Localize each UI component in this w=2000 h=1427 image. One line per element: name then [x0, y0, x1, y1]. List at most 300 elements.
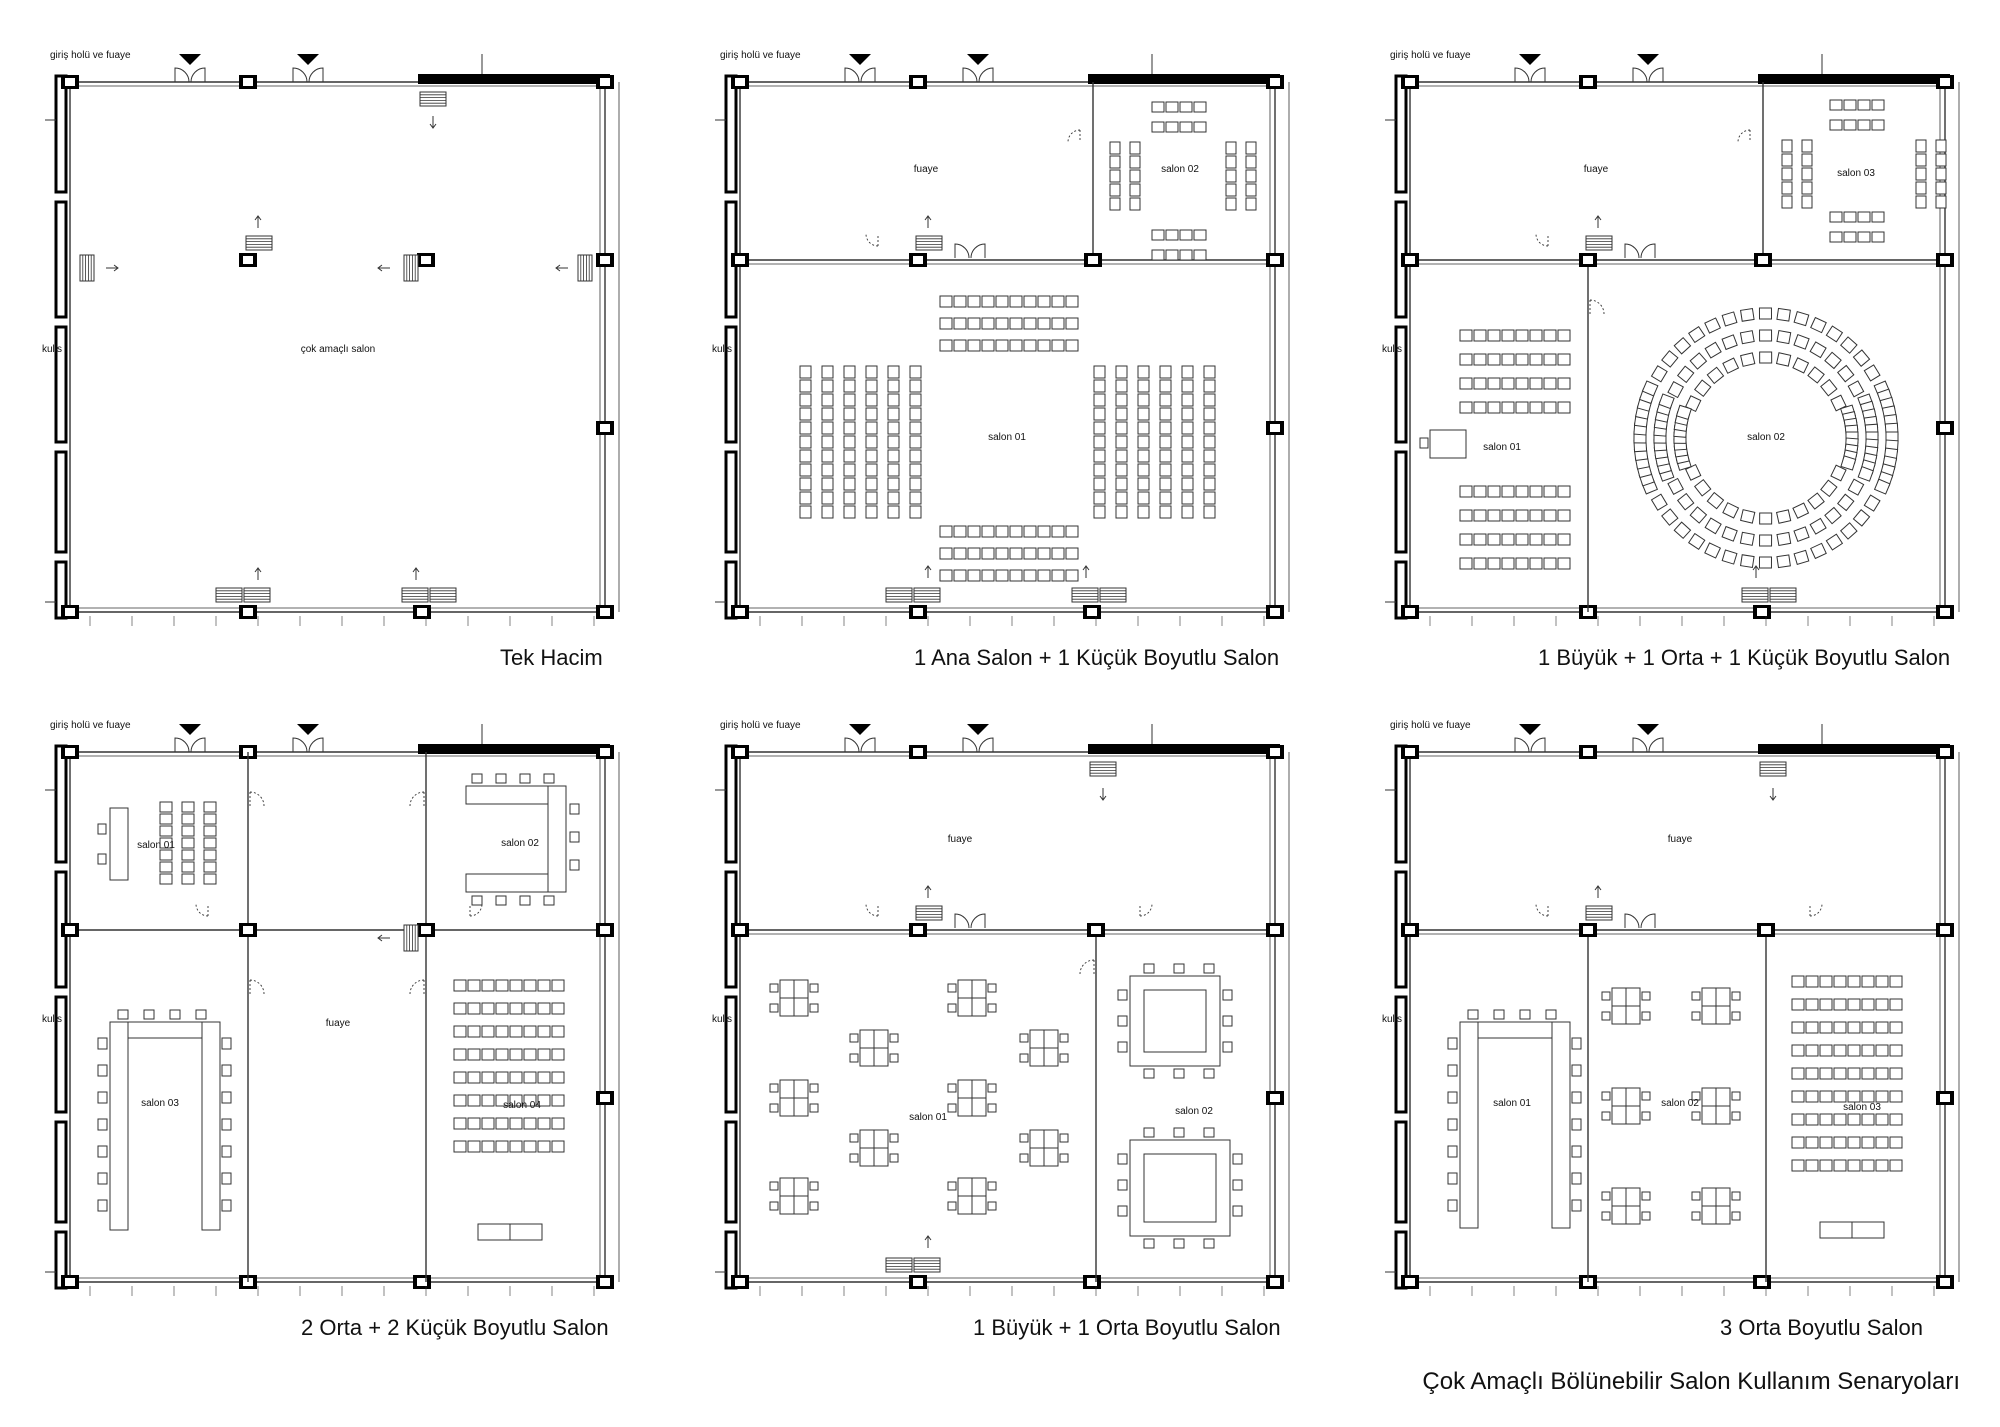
chair — [1544, 534, 1556, 545]
chair — [1782, 196, 1792, 208]
column-core — [600, 748, 610, 756]
table — [1044, 1030, 1058, 1048]
chair — [1572, 1200, 1581, 1211]
column-core — [421, 256, 431, 264]
seat-column — [1204, 366, 1215, 518]
chair — [1094, 478, 1105, 490]
chair — [822, 394, 833, 406]
chair — [1558, 354, 1570, 365]
chair — [1116, 422, 1127, 434]
table — [1626, 1088, 1640, 1106]
column-core — [735, 926, 745, 934]
chair — [1066, 526, 1078, 537]
chair — [810, 1202, 818, 1210]
chair — [1118, 1154, 1127, 1164]
chair — [1144, 964, 1154, 973]
chair — [182, 850, 194, 860]
table — [1716, 1106, 1730, 1124]
chair — [1890, 1114, 1902, 1125]
floor-plan-3 — [1382, 50, 1959, 626]
stair-outline — [80, 255, 94, 281]
chair — [468, 1026, 480, 1037]
chair — [940, 296, 952, 307]
chair — [160, 862, 172, 872]
chair — [1834, 1022, 1846, 1033]
seat-row — [940, 296, 1078, 307]
seat-column — [1182, 366, 1193, 518]
stair-outline — [916, 906, 942, 920]
seat-row — [1792, 976, 1902, 987]
chair — [1066, 296, 1078, 307]
chair — [1474, 534, 1486, 545]
column-core — [1270, 926, 1280, 934]
chair — [1194, 230, 1206, 240]
chair — [888, 450, 899, 462]
chair — [1862, 1114, 1874, 1125]
chair — [1777, 555, 1790, 568]
chair — [1516, 486, 1528, 497]
door-swing-icon — [196, 904, 208, 916]
chair — [1110, 156, 1120, 168]
chair — [1848, 1137, 1860, 1148]
u-table — [98, 1010, 231, 1230]
chair — [1858, 120, 1870, 130]
chair — [1876, 976, 1888, 987]
table-cluster — [850, 1130, 898, 1166]
chair — [182, 826, 194, 836]
chair — [1516, 558, 1528, 569]
chair — [454, 1118, 466, 1129]
chair — [1777, 308, 1790, 321]
chair — [1662, 509, 1678, 525]
chair — [1777, 353, 1791, 366]
entrance-label: giriş holü ve fuaye — [1390, 720, 1471, 731]
chair — [1152, 122, 1164, 132]
chair — [968, 570, 980, 581]
chair — [98, 824, 106, 834]
chair — [910, 366, 921, 378]
chair — [160, 814, 172, 824]
chair — [1474, 486, 1486, 497]
chair — [1024, 340, 1036, 351]
chair — [482, 1026, 494, 1037]
stair-icon — [916, 236, 942, 250]
room-label: salon 02 — [501, 838, 539, 849]
chair — [1602, 1192, 1610, 1200]
column-core — [600, 78, 610, 86]
chair — [910, 464, 921, 476]
seat-row — [1460, 330, 1570, 341]
direction-arrow-icon — [106, 265, 118, 271]
table — [958, 1196, 972, 1214]
chair — [1246, 170, 1256, 182]
chair — [1094, 506, 1105, 518]
table — [874, 1148, 888, 1166]
chair — [1233, 1206, 1242, 1216]
chair — [1460, 378, 1472, 389]
chair — [1024, 526, 1036, 537]
chair — [1066, 318, 1078, 329]
direction-arrow-icon — [430, 116, 436, 128]
chair — [1558, 558, 1570, 569]
chair — [822, 464, 833, 476]
chair — [1094, 436, 1105, 448]
chair — [1116, 478, 1127, 490]
chair — [800, 436, 811, 448]
chair — [1692, 1212, 1700, 1220]
chair — [1182, 394, 1193, 406]
table-void — [1144, 1154, 1216, 1222]
chair — [1782, 168, 1792, 180]
chair — [1689, 327, 1705, 343]
chair — [1020, 1134, 1028, 1142]
chair — [1110, 142, 1120, 154]
door-swing-icon — [1068, 130, 1080, 142]
chair — [800, 394, 811, 406]
chair — [1806, 1114, 1818, 1125]
direction-arrow-icon — [1595, 216, 1601, 228]
table — [1044, 1048, 1058, 1066]
table — [972, 1080, 986, 1098]
chair — [910, 394, 921, 406]
column-core — [913, 748, 923, 756]
chair — [1110, 198, 1120, 210]
chair — [1820, 1160, 1832, 1171]
chair — [1802, 168, 1812, 180]
chair — [160, 802, 172, 812]
chair — [510, 1026, 522, 1037]
backstage-wall — [1396, 1122, 1406, 1222]
chair — [1060, 1034, 1068, 1042]
chair — [204, 802, 216, 812]
chair — [1474, 378, 1486, 389]
chair — [1732, 1112, 1740, 1120]
chair — [204, 814, 216, 824]
chair — [1226, 184, 1236, 196]
table — [1030, 1148, 1044, 1166]
floor-plan-4 — [42, 720, 619, 1296]
double-door-icon — [175, 738, 205, 752]
chair — [1160, 506, 1171, 518]
chair — [800, 506, 811, 518]
chair — [1723, 358, 1739, 373]
chair — [1759, 308, 1771, 319]
entrance-marker-icon — [297, 724, 319, 735]
chair — [800, 366, 811, 378]
chair — [1138, 408, 1149, 420]
table-cluster — [1602, 988, 1650, 1024]
chair — [1204, 408, 1215, 420]
floor-plan-6 — [1382, 720, 1959, 1296]
door-swing-icon — [250, 980, 264, 994]
room-label: fuaye — [1667, 834, 1693, 845]
room-label: salon 02 — [1161, 164, 1199, 175]
chair — [1160, 436, 1171, 448]
chair — [1488, 330, 1500, 341]
stair-outline — [578, 255, 592, 281]
backstage-wall — [56, 1122, 66, 1222]
table — [1716, 1188, 1730, 1206]
chair — [1544, 402, 1556, 413]
stair-outline — [1586, 906, 1612, 920]
chair — [1848, 999, 1860, 1010]
seat-column — [1572, 1038, 1581, 1211]
backstage-wall — [726, 452, 736, 552]
column-core — [417, 608, 427, 616]
chair — [1792, 1068, 1804, 1079]
chair — [1876, 1091, 1888, 1102]
chair — [1820, 976, 1832, 987]
chair — [1793, 358, 1809, 373]
scenario-caption-4: 2 Orta + 2 Küçük Boyutlu Salon — [301, 1315, 609, 1340]
direction-arrow-icon — [925, 566, 931, 578]
chair — [1834, 1091, 1846, 1102]
table — [510, 1224, 542, 1240]
chair — [1723, 503, 1739, 518]
chair — [1038, 526, 1050, 537]
chair — [770, 1084, 778, 1092]
door-leaf — [309, 68, 323, 82]
door-leaf — [963, 738, 977, 752]
chair — [1848, 1091, 1860, 1102]
chair — [182, 874, 194, 884]
column-core — [913, 78, 923, 86]
chair — [1890, 1045, 1902, 1056]
entrance-label: giriş holü ve fuaye — [1390, 50, 1471, 61]
chair — [1160, 478, 1171, 490]
column-core — [1940, 424, 1950, 432]
chair — [1848, 1068, 1860, 1079]
table — [1702, 988, 1716, 1006]
chair — [1502, 534, 1514, 545]
stair-icon — [430, 588, 456, 602]
chair — [1544, 378, 1556, 389]
room-label: salon 03 — [1843, 1102, 1881, 1113]
chair — [1834, 999, 1846, 1010]
chair — [1668, 382, 1683, 398]
chair — [1144, 1069, 1154, 1078]
chair — [1862, 1137, 1874, 1148]
backstage-label: kulis — [712, 1014, 733, 1025]
chair — [1182, 492, 1193, 504]
chair — [1830, 120, 1842, 130]
chair — [1094, 422, 1105, 434]
lectern-table — [1430, 430, 1466, 458]
column-core — [1270, 78, 1280, 86]
door-leaf — [979, 68, 993, 82]
chair — [1862, 976, 1874, 987]
chair — [988, 1202, 996, 1210]
door-leaf — [293, 738, 307, 752]
column-core — [600, 1278, 610, 1286]
entrance-marker-icon — [179, 724, 201, 735]
table — [958, 1080, 972, 1098]
seat-row — [454, 1003, 564, 1014]
chair — [1180, 102, 1192, 112]
chair — [1094, 492, 1105, 504]
chair — [1825, 507, 1841, 523]
direction-arrow-icon — [1753, 566, 1759, 578]
door-leaf — [1625, 914, 1639, 928]
chair — [888, 422, 899, 434]
chair — [524, 1118, 536, 1129]
chair — [118, 1010, 128, 1019]
door-swing-icon — [866, 234, 878, 246]
chair — [1722, 335, 1737, 350]
table — [1716, 1006, 1730, 1024]
chair — [844, 422, 855, 434]
table-cluster — [770, 980, 818, 1016]
backstage-label: kulis — [712, 344, 733, 355]
double-door-icon — [293, 68, 323, 82]
chair — [1544, 558, 1556, 569]
seat-row — [1152, 250, 1206, 260]
chair — [1872, 212, 1884, 222]
backstage-label: kulis — [42, 1014, 63, 1025]
chair — [1194, 250, 1206, 260]
chair — [552, 1026, 564, 1037]
chair — [1864, 365, 1880, 381]
column-core — [65, 608, 75, 616]
chair — [954, 340, 966, 351]
door-leaf — [861, 68, 875, 82]
door-leaf — [845, 738, 859, 752]
chair — [482, 1141, 494, 1152]
chair — [1890, 1022, 1902, 1033]
chair — [1052, 548, 1064, 559]
door-leaf — [293, 68, 307, 82]
chair — [468, 1095, 480, 1106]
chair — [1810, 342, 1826, 358]
chair — [1474, 510, 1486, 521]
chair — [800, 464, 811, 476]
chair — [1848, 479, 1863, 495]
chair — [1180, 122, 1192, 132]
table-cluster — [770, 1080, 818, 1116]
chair — [1160, 408, 1171, 420]
chair — [1118, 1042, 1127, 1052]
table — [1612, 1106, 1626, 1124]
chair — [510, 1141, 522, 1152]
table — [794, 1080, 808, 1098]
chair — [810, 984, 818, 992]
direction-arrow-icon — [1083, 566, 1089, 578]
chair — [524, 980, 536, 991]
floor-plan-2 — [712, 50, 1289, 626]
seat-column — [204, 802, 216, 884]
chair — [1602, 1212, 1610, 1220]
chair — [1862, 1045, 1874, 1056]
chair — [1695, 380, 1711, 396]
chair — [1760, 330, 1772, 341]
table — [972, 980, 986, 998]
chair — [538, 1026, 550, 1037]
chair — [538, 1003, 550, 1014]
square-table — [1118, 1128, 1242, 1248]
chair — [1204, 964, 1214, 973]
door-leaf — [971, 244, 985, 258]
table — [478, 1224, 510, 1240]
chair — [1838, 494, 1854, 510]
column-core — [1761, 926, 1771, 934]
chair — [1692, 992, 1700, 1000]
column-core — [65, 78, 75, 86]
entrance-marker-icon — [1637, 54, 1659, 65]
chair — [910, 450, 921, 462]
room-label: fuaye — [913, 164, 939, 175]
chair — [454, 1072, 466, 1083]
seat-column — [1246, 142, 1256, 210]
chair — [454, 1026, 466, 1037]
chair — [948, 984, 956, 992]
stair-outline — [914, 588, 940, 602]
chair — [1732, 1192, 1740, 1200]
stair-icon — [404, 925, 418, 951]
chair — [204, 874, 216, 884]
chair — [1916, 154, 1926, 166]
chair — [1474, 558, 1486, 569]
chair — [1060, 1134, 1068, 1142]
table — [1702, 1006, 1716, 1024]
door-swing-icon — [866, 904, 878, 916]
chair — [1834, 1160, 1846, 1171]
seat-column — [1916, 140, 1926, 208]
stair-outline — [430, 588, 456, 602]
chair — [1602, 1092, 1610, 1100]
backstage-wall — [56, 76, 66, 192]
chair — [1862, 1091, 1874, 1102]
chair — [1853, 510, 1869, 526]
chair — [1848, 381, 1863, 397]
column-core — [600, 424, 610, 432]
chair — [1488, 378, 1500, 389]
seat-column — [910, 366, 921, 518]
chair — [800, 408, 811, 420]
seat-row — [1152, 102, 1206, 112]
chair — [524, 1141, 536, 1152]
seat-row — [454, 1072, 564, 1083]
door-leaf — [979, 738, 993, 752]
chair — [1792, 1045, 1804, 1056]
chair — [1806, 999, 1818, 1010]
door-swing-icon — [250, 792, 264, 806]
seat-row — [1792, 1045, 1902, 1056]
chair — [1038, 340, 1050, 351]
chair — [222, 1065, 231, 1076]
chair — [1794, 312, 1809, 326]
chair — [770, 1104, 778, 1112]
chair — [544, 896, 554, 905]
chair — [1152, 102, 1164, 112]
chair — [1010, 526, 1022, 537]
table — [1612, 1088, 1626, 1106]
seat-row — [1792, 1114, 1902, 1125]
chair — [1707, 367, 1723, 383]
chair — [552, 1072, 564, 1083]
chair — [1116, 492, 1127, 504]
chair — [1488, 510, 1500, 521]
chair — [982, 570, 994, 581]
table-cluster — [948, 1080, 996, 1116]
chair — [1460, 354, 1472, 365]
table — [860, 1030, 874, 1048]
chair — [454, 1095, 466, 1106]
chair — [1110, 184, 1120, 196]
column-core — [1405, 1278, 1415, 1286]
table — [1626, 1206, 1640, 1224]
chair — [1094, 450, 1105, 462]
chair — [1182, 478, 1193, 490]
